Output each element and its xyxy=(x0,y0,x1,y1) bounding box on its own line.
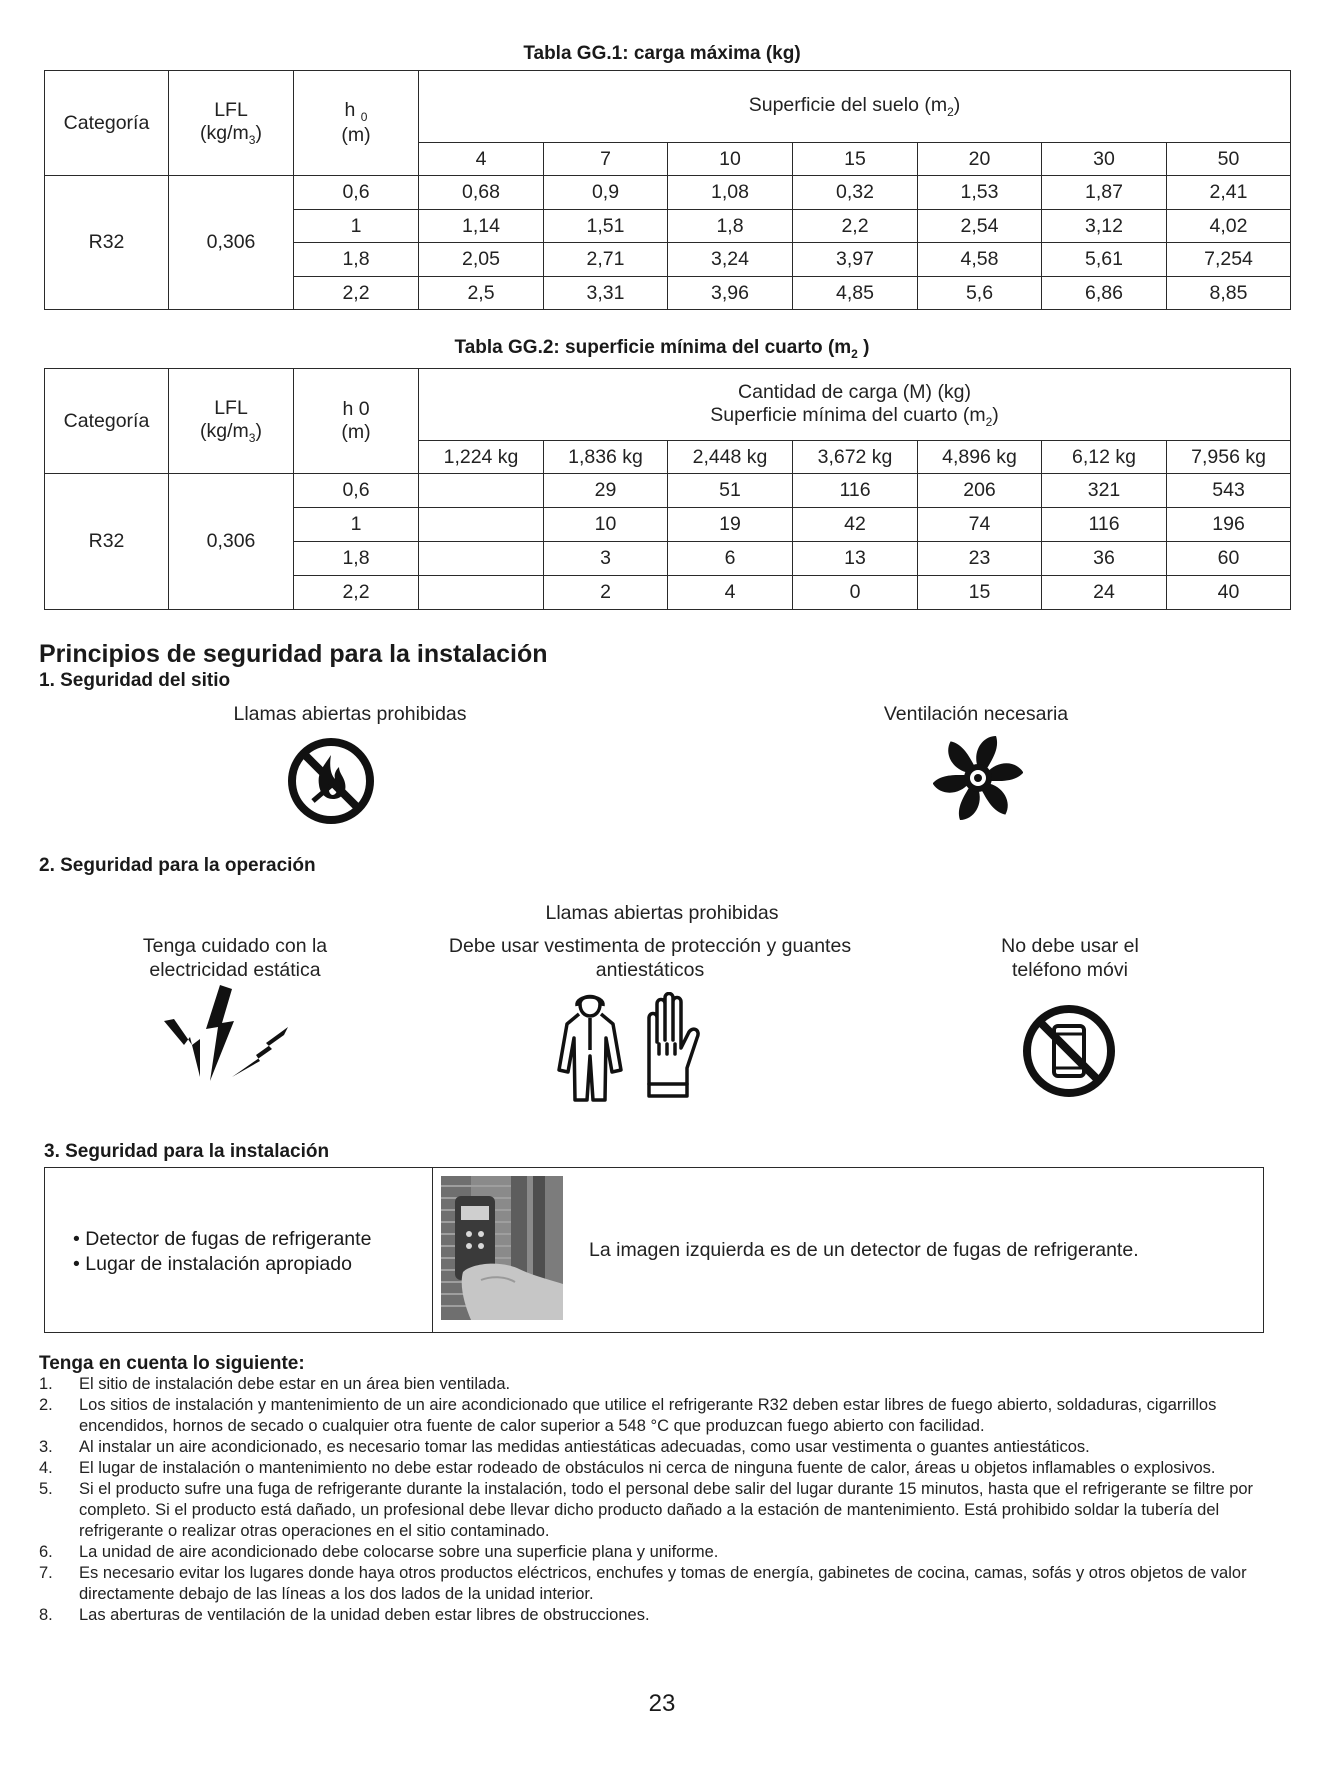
list-item: 6. La unidad de aire acondicionado debe colocarse sobre una superficie plana y uniforme. xyxy=(39,1543,719,1561)
value-cell: 5,61 xyxy=(1042,243,1167,277)
height-cell: 2,2 xyxy=(294,277,419,310)
value-cell: 3 xyxy=(544,542,668,576)
value-cell: 4 xyxy=(668,576,793,610)
value-cell: 4,02 xyxy=(1167,210,1291,243)
value-cell: 2,2 xyxy=(793,210,918,243)
page-number: 23 xyxy=(648,1690,676,1717)
value-cell: 321 xyxy=(1042,474,1167,508)
column-header: 4,896 kg xyxy=(918,441,1042,474)
column-header: 6,12 kg xyxy=(1042,441,1167,474)
value-cell xyxy=(419,474,544,508)
header-charge-area: Cantidad de carga (M) (kg) Superficie mínima del cuarto $(m_2)$ xyxy=(419,369,1291,441)
height-cell: 1,8 xyxy=(294,542,419,576)
height-cell: 1,8 xyxy=(294,243,419,277)
protective-suit-icon xyxy=(555,990,625,1102)
no-phone-label: No debe usar el teléfono móvi xyxy=(1001,935,1139,981)
value-cell: 1,8 xyxy=(668,210,793,243)
column-header: 7 xyxy=(544,143,668,176)
no-phone-icon xyxy=(1022,1004,1116,1098)
op-no-flame-label: Llamas abiertas prohibidas xyxy=(545,902,779,924)
column-header: 30 xyxy=(1042,143,1167,176)
value-cell: 36 xyxy=(1042,542,1167,576)
leak-detector-photo xyxy=(441,1176,563,1320)
value-cell: 7,254 xyxy=(1167,243,1291,277)
value-cell: 29 xyxy=(544,474,668,508)
column-header: 50 xyxy=(1167,143,1291,176)
notes-title: Tenga en cuenta lo siguiente: xyxy=(39,1353,305,1374)
static-electricity-icon xyxy=(160,985,290,1085)
category-cell: R32 xyxy=(45,474,169,610)
list-item: 2. Los sitios de instalación y mantenimiento de un aire acondicionado que utilice el refrigerante R32 deben estar libres de fuego abierto, soldaduras, cigarrillos encendidos, hornos de secado o cualquier otra fuente de calor superior a 548 °C que produzcan fuego abierto con facilidad. xyxy=(39,1396,1217,1435)
value-cell: 3,31 xyxy=(544,277,668,310)
value-cell: 2,05 xyxy=(419,243,544,277)
header-floor-area: Superficie del suelo $(m_2)$ xyxy=(419,71,1291,143)
value-cell: 1,51 xyxy=(544,210,668,243)
list-item: • Detector de fugas de refrigerante xyxy=(73,1227,371,1252)
column-header: 10 xyxy=(668,143,793,176)
value-cell: 10 xyxy=(544,508,668,542)
value-cell: 15 xyxy=(918,576,1042,610)
list-item: 1. El sitio de instalación debe estar en un área bien ventilada. xyxy=(39,1375,511,1393)
value-cell: 116 xyxy=(1042,508,1167,542)
header-lfl: LFL $(kg/m_3)$ xyxy=(169,369,294,474)
value-cell: 543 xyxy=(1167,474,1291,508)
installation-bullets xyxy=(73,1227,371,1277)
value-cell: 6,86 xyxy=(1042,277,1167,310)
glove-icon xyxy=(643,992,715,1100)
value-cell: 8,85 xyxy=(1167,277,1291,310)
value-cell: 51 xyxy=(668,474,793,508)
height-cell: 1 xyxy=(294,210,419,243)
column-header: 7,956 kg xyxy=(1167,441,1291,474)
value-cell: 3,12 xyxy=(1042,210,1167,243)
value-cell: 4,85 xyxy=(793,277,918,310)
header-category: Categoría xyxy=(45,369,169,474)
value-cell: 2,5 xyxy=(419,277,544,310)
list-item: 5. Si el producto sufre una fuga de refrigerante durante la instalación, todo el personal debe salir del lugar durante 15 minutos, hasta que el refrigerante se filtre por completo. Si el producto está dañado, un profesional debe llevar dicho producto dañado a la estación de mantenimiento. Está prohibido soldar la tubería del refrigerante o realizar otras operaciones en el sitio contaminado. xyxy=(39,1480,1254,1540)
height-cell: 2,2 xyxy=(294,576,419,610)
value-cell: 40 xyxy=(1167,576,1291,610)
table1-caption: Tabla GG.1: carga máxima (kg) xyxy=(523,43,801,64)
value-cell: 1,14 xyxy=(419,210,544,243)
no-flame-label: Llamas abiertas prohibidas xyxy=(233,703,467,725)
operation-safety-heading: 2. Seguridad para la operación xyxy=(39,855,316,876)
table2-caption: Tabla GG.2: superficie mínima del cuarto ($m_2$ ) xyxy=(454,337,870,361)
no-open-flame-icon xyxy=(287,737,375,825)
header-lfl: LFL $(kg/m_3)$ xyxy=(169,71,294,176)
column-header: 15 xyxy=(793,143,918,176)
value-cell: 0,32 xyxy=(793,176,918,210)
column-header: 1,224 kg xyxy=(419,441,544,474)
value-cell xyxy=(419,542,544,576)
table1 xyxy=(44,70,1291,310)
lfl-cell: 0,306 xyxy=(169,474,294,610)
value-cell: 0 xyxy=(793,576,918,610)
value-cell: 60 xyxy=(1167,542,1291,576)
value-cell: 23 xyxy=(918,542,1042,576)
value-cell: 3,96 xyxy=(668,277,793,310)
site-safety-heading: 1. Seguridad del sitio xyxy=(39,670,231,691)
list-item: 4. El lugar de instalación o mantenimiento no debe estar rodeado de obstáculos ni cerca de ninguna fuente de calor, áreas u objetos inflamables o explosivos. xyxy=(39,1459,1216,1477)
value-cell: 24 xyxy=(1042,576,1167,610)
list-item: 8. Las aberturas de ventilación de la unidad deben estar libres de obstrucciones. xyxy=(39,1606,650,1624)
header-category: Categoría xyxy=(45,71,169,176)
list-item: • Lugar de instalación apropiado xyxy=(73,1252,371,1277)
column-header: 1,836 kg xyxy=(544,441,668,474)
static-label: Tenga cuidado con la electricidad estática xyxy=(142,935,328,981)
column-header: 2,448 kg xyxy=(668,441,793,474)
value-cell: 6 xyxy=(668,542,793,576)
fan-icon xyxy=(933,733,1023,823)
value-cell: 42 xyxy=(793,508,918,542)
lfl-cell: 0,306 xyxy=(169,176,294,310)
notes-list xyxy=(39,1374,1289,1626)
height-cell: 1 xyxy=(294,508,419,542)
value-cell: 1,87 xyxy=(1042,176,1167,210)
value-cell: 1,08 xyxy=(668,176,793,210)
value-cell: 196 xyxy=(1167,508,1291,542)
column-header: 20 xyxy=(918,143,1042,176)
value-cell: 4,58 xyxy=(918,243,1042,277)
value-cell: 2,71 xyxy=(544,243,668,277)
value-cell: 2,54 xyxy=(918,210,1042,243)
section-title: Principios de seguridad para la instalación xyxy=(39,640,548,668)
installation-safety-heading: 3. Seguridad para la instalación xyxy=(44,1141,330,1162)
value-cell xyxy=(419,508,544,542)
value-cell: 74 xyxy=(918,508,1042,542)
value-cell xyxy=(419,576,544,610)
value-cell: 19 xyxy=(668,508,793,542)
value-cell: 13 xyxy=(793,542,918,576)
value-cell: 0,9 xyxy=(544,176,668,210)
header-height: h $_0$ (m) xyxy=(294,71,419,176)
category-cell: R32 xyxy=(45,176,169,310)
protective-label: Debe usar vestimenta de protección y guantes antiestáticos xyxy=(448,935,852,981)
value-cell: 2,41 xyxy=(1167,176,1291,210)
value-cell: 116 xyxy=(793,474,918,508)
height-cell: 0,6 xyxy=(294,474,419,508)
list-item: 7. Es necesario evitar los lugares donde haya otros productos eléctricos, enchufes y tomas de energía, gabinetes de cocina, camas, sofás y otros objetos de valor directamente debajo de las líneas a los dos lados de la unidad interior. xyxy=(39,1564,1247,1603)
ventilation-label: Ventilación necesaria xyxy=(883,703,1069,725)
value-cell: 0,68 xyxy=(419,176,544,210)
table-row xyxy=(45,474,1291,508)
value-cell: 1,53 xyxy=(918,176,1042,210)
list-item: 3. Al instalar un aire acondicionado, es necesario tomar las medidas antiestáticas adecuadas, como usar vestimenta o guantes antiestáticos. xyxy=(39,1438,1090,1456)
value-cell: 2 xyxy=(544,576,668,610)
installation-box xyxy=(44,1167,1264,1333)
detector-caption: La imagen izquierda es de un detector de fugas de refrigerante. xyxy=(589,1239,1139,1261)
table2 xyxy=(44,368,1291,610)
height-cell: 0,6 xyxy=(294,176,419,210)
value-cell: 5,6 xyxy=(918,277,1042,310)
value-cell: 3,24 xyxy=(668,243,793,277)
column-header: 4 xyxy=(419,143,544,176)
column-header: 3,672 kg xyxy=(793,441,918,474)
header-height: h 0 (m) xyxy=(294,369,419,474)
table-row xyxy=(45,176,1291,210)
value-cell: 3,97 xyxy=(793,243,918,277)
installation-box-left xyxy=(45,1168,433,1332)
value-cell: 206 xyxy=(918,474,1042,508)
